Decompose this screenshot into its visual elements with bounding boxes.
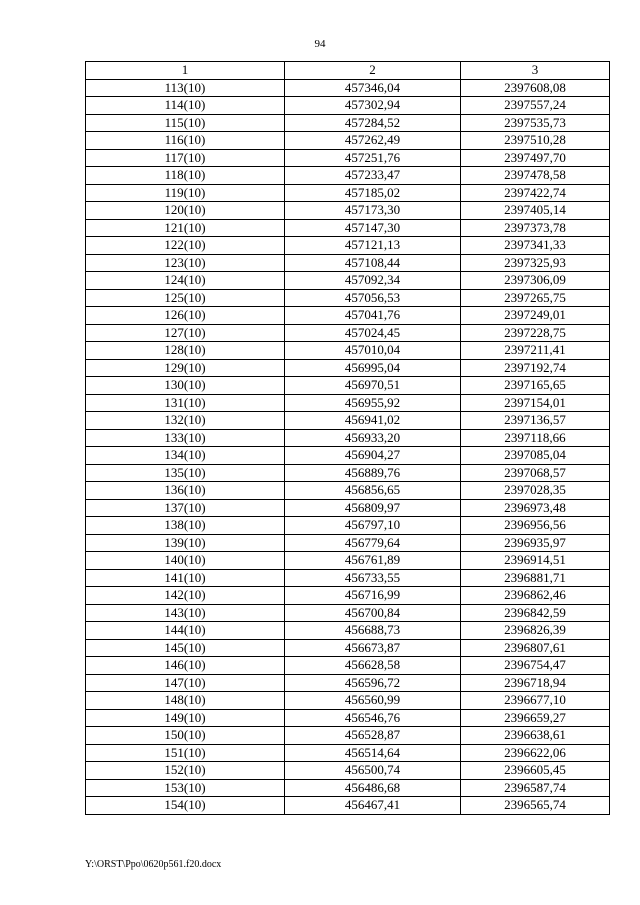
x-coordinate-cell: 456761,89 — [285, 552, 461, 570]
x-coordinate-cell: 457041,76 — [285, 307, 461, 325]
x-coordinate-cell: 457056,53 — [285, 289, 461, 307]
x-coordinate-cell: 457262,49 — [285, 132, 461, 150]
x-coordinate-cell: 456933,20 — [285, 429, 461, 447]
point-number-cell: 145(10) — [86, 639, 285, 657]
point-number-cell: 122(10) — [86, 237, 285, 255]
y-coordinate-cell: 2396862,46 — [461, 587, 610, 605]
y-coordinate-cell: 2397136,57 — [461, 412, 610, 430]
y-coordinate-cell: 2397085,04 — [461, 447, 610, 465]
point-number-cell: 139(10) — [86, 534, 285, 552]
point-number-cell: 134(10) — [86, 447, 285, 465]
point-number-cell: 123(10) — [86, 254, 285, 272]
y-coordinate-cell: 2396659,27 — [461, 709, 610, 727]
point-number-cell: 136(10) — [86, 482, 285, 500]
y-coordinate-cell: 2397422,74 — [461, 184, 610, 202]
y-coordinate-cell: 2396754,47 — [461, 657, 610, 675]
point-number-cell: 121(10) — [86, 219, 285, 237]
table-row — [86, 552, 610, 570]
x-coordinate-cell: 457233,47 — [285, 167, 461, 185]
y-coordinate-cell: 2397249,01 — [461, 307, 610, 325]
table-row — [86, 184, 610, 202]
table-row — [86, 219, 610, 237]
table-row — [86, 377, 610, 395]
y-coordinate-cell: 2397154,01 — [461, 394, 610, 412]
y-coordinate-cell: 2396622,06 — [461, 744, 610, 762]
table-row — [86, 342, 610, 360]
y-coordinate-cell: 2396718,94 — [461, 674, 610, 692]
y-coordinate-cell: 2396881,71 — [461, 569, 610, 587]
table-row — [86, 622, 610, 640]
table-row — [86, 674, 610, 692]
table-body — [86, 79, 610, 814]
table-row — [86, 394, 610, 412]
y-coordinate-cell: 2397608,08 — [461, 79, 610, 97]
column-header-3: 3 — [461, 62, 610, 80]
table-row — [86, 97, 610, 115]
point-number-cell: 153(10) — [86, 779, 285, 797]
x-coordinate-cell: 456809,97 — [285, 499, 461, 517]
table-row — [86, 324, 610, 342]
x-coordinate-cell: 457092,34 — [285, 272, 461, 290]
table-row — [86, 604, 610, 622]
x-coordinate-cell: 456700,84 — [285, 604, 461, 622]
y-coordinate-cell: 2397306,09 — [461, 272, 610, 290]
y-coordinate-cell: 2396677,10 — [461, 692, 610, 710]
table-row — [86, 534, 610, 552]
x-coordinate-cell: 457251,76 — [285, 149, 461, 167]
point-number-cell: 126(10) — [86, 307, 285, 325]
table-row — [86, 254, 610, 272]
x-coordinate-cell: 456628,58 — [285, 657, 461, 675]
y-coordinate-cell: 2397510,28 — [461, 132, 610, 150]
point-number-cell: 115(10) — [86, 114, 285, 132]
y-coordinate-cell: 2396638,61 — [461, 727, 610, 745]
y-coordinate-cell: 2397068,57 — [461, 464, 610, 482]
x-coordinate-cell: 457010,04 — [285, 342, 461, 360]
page-number: 94 — [314, 38, 326, 50]
y-coordinate-cell: 2396807,61 — [461, 639, 610, 657]
y-coordinate-cell: 2396842,59 — [461, 604, 610, 622]
table-row — [86, 307, 610, 325]
table-row — [86, 762, 610, 780]
x-coordinate-cell: 456716,99 — [285, 587, 461, 605]
table-row — [86, 202, 610, 220]
point-number-cell: 119(10) — [86, 184, 285, 202]
table-row — [86, 692, 610, 710]
point-number-cell: 149(10) — [86, 709, 285, 727]
y-coordinate-cell: 2396605,45 — [461, 762, 610, 780]
x-coordinate-cell: 456779,64 — [285, 534, 461, 552]
y-coordinate-cell: 2396956,56 — [461, 517, 610, 535]
point-number-cell: 128(10) — [86, 342, 285, 360]
y-coordinate-cell: 2397228,75 — [461, 324, 610, 342]
y-coordinate-cell: 2397405,14 — [461, 202, 610, 220]
x-coordinate-cell: 456995,04 — [285, 359, 461, 377]
table-row — [86, 429, 610, 447]
y-coordinate-cell: 2396935,97 — [461, 534, 610, 552]
x-coordinate-cell: 457121,13 — [285, 237, 461, 255]
x-coordinate-cell: 456673,87 — [285, 639, 461, 657]
x-coordinate-cell: 456889,76 — [285, 464, 461, 482]
point-number-cell: 124(10) — [86, 272, 285, 290]
table-row — [86, 727, 610, 745]
x-coordinate-cell: 457346,04 — [285, 79, 461, 97]
table-row — [86, 639, 610, 657]
point-number-cell: 138(10) — [86, 517, 285, 535]
table-row — [86, 237, 610, 255]
y-coordinate-cell: 2397165,65 — [461, 377, 610, 395]
table-row — [86, 499, 610, 517]
x-coordinate-cell: 457024,45 — [285, 324, 461, 342]
x-coordinate-cell: 456514,64 — [285, 744, 461, 762]
y-coordinate-cell: 2396565,74 — [461, 797, 610, 815]
x-coordinate-cell: 457284,52 — [285, 114, 461, 132]
x-coordinate-cell: 456688,73 — [285, 622, 461, 640]
x-coordinate-cell: 456596,72 — [285, 674, 461, 692]
x-coordinate-cell: 457185,02 — [285, 184, 461, 202]
point-number-cell: 137(10) — [86, 499, 285, 517]
point-number-cell: 125(10) — [86, 289, 285, 307]
point-number-cell: 130(10) — [86, 377, 285, 395]
x-coordinate-cell: 456467,41 — [285, 797, 461, 815]
table-row — [86, 569, 610, 587]
point-number-cell: 129(10) — [86, 359, 285, 377]
y-coordinate-cell: 2397028,35 — [461, 482, 610, 500]
table-row — [86, 797, 610, 815]
x-coordinate-cell: 456941,02 — [285, 412, 461, 430]
x-coordinate-cell: 456856,65 — [285, 482, 461, 500]
y-coordinate-cell: 2396826,39 — [461, 622, 610, 640]
y-coordinate-cell: 2397118,66 — [461, 429, 610, 447]
y-coordinate-cell: 2397478,58 — [461, 167, 610, 185]
x-coordinate-cell: 456560,99 — [285, 692, 461, 710]
table-row — [86, 167, 610, 185]
point-number-cell: 135(10) — [86, 464, 285, 482]
x-coordinate-cell: 457147,30 — [285, 219, 461, 237]
point-number-cell: 152(10) — [86, 762, 285, 780]
table-row — [86, 114, 610, 132]
x-coordinate-cell: 457173,30 — [285, 202, 461, 220]
y-coordinate-cell: 2397373,78 — [461, 219, 610, 237]
y-coordinate-cell: 2397211,41 — [461, 342, 610, 360]
table-row — [86, 779, 610, 797]
coordinates-table — [85, 61, 610, 815]
x-coordinate-cell: 457302,94 — [285, 97, 461, 115]
x-coordinate-cell: 456500,74 — [285, 762, 461, 780]
point-number-cell: 154(10) — [86, 797, 285, 815]
point-number-cell: 132(10) — [86, 412, 285, 430]
point-number-cell: 120(10) — [86, 202, 285, 220]
x-coordinate-cell: 456733,55 — [285, 569, 461, 587]
point-number-cell: 151(10) — [86, 744, 285, 762]
table-header-row — [86, 62, 610, 80]
table-row — [86, 447, 610, 465]
table-row — [86, 482, 610, 500]
column-header-2: 2 — [285, 62, 461, 80]
table-row — [86, 79, 610, 97]
point-number-cell: 141(10) — [86, 569, 285, 587]
point-number-cell: 114(10) — [86, 97, 285, 115]
point-number-cell: 117(10) — [86, 149, 285, 167]
y-coordinate-cell: 2397192,74 — [461, 359, 610, 377]
y-coordinate-cell: 2396587,74 — [461, 779, 610, 797]
x-coordinate-cell: 456904,27 — [285, 447, 461, 465]
x-coordinate-cell: 456955,92 — [285, 394, 461, 412]
table-row — [86, 657, 610, 675]
point-number-cell: 113(10) — [86, 79, 285, 97]
point-number-cell: 131(10) — [86, 394, 285, 412]
y-coordinate-cell: 2397325,93 — [461, 254, 610, 272]
y-coordinate-cell: 2397557,24 — [461, 97, 610, 115]
x-coordinate-cell: 456486,68 — [285, 779, 461, 797]
y-coordinate-cell: 2396973,48 — [461, 499, 610, 517]
point-number-cell: 142(10) — [86, 587, 285, 605]
table-row — [86, 587, 610, 605]
table-row — [86, 517, 610, 535]
point-number-cell: 118(10) — [86, 167, 285, 185]
x-coordinate-cell: 456970,51 — [285, 377, 461, 395]
point-number-cell: 140(10) — [86, 552, 285, 570]
point-number-cell: 143(10) — [86, 604, 285, 622]
point-number-cell: 133(10) — [86, 429, 285, 447]
file-path-footer: Y:\ORST\Ppo\0620p561.f20.docx — [85, 859, 222, 870]
table-row — [86, 359, 610, 377]
point-number-cell: 146(10) — [86, 657, 285, 675]
table-row — [86, 132, 610, 150]
table-row — [86, 412, 610, 430]
y-coordinate-cell: 2397497,70 — [461, 149, 610, 167]
y-coordinate-cell: 2397341,33 — [461, 237, 610, 255]
table-row — [86, 709, 610, 727]
table-row — [86, 272, 610, 290]
x-coordinate-cell: 456797,10 — [285, 517, 461, 535]
y-coordinate-cell: 2397535,73 — [461, 114, 610, 132]
x-coordinate-cell: 456528,87 — [285, 727, 461, 745]
x-coordinate-cell: 457108,44 — [285, 254, 461, 272]
table-row — [86, 149, 610, 167]
table-header — [86, 62, 610, 80]
x-coordinate-cell: 456546,76 — [285, 709, 461, 727]
point-number-cell: 127(10) — [86, 324, 285, 342]
table-row — [86, 744, 610, 762]
point-number-cell: 148(10) — [86, 692, 285, 710]
column-header-1: 1 — [86, 62, 285, 80]
point-number-cell: 147(10) — [86, 674, 285, 692]
point-number-cell: 150(10) — [86, 727, 285, 745]
point-number-cell: 144(10) — [86, 622, 285, 640]
y-coordinate-cell: 2397265,75 — [461, 289, 610, 307]
y-coordinate-cell: 2396914,51 — [461, 552, 610, 570]
table-row — [86, 289, 610, 307]
point-number-cell: 116(10) — [86, 132, 285, 150]
table-row — [86, 464, 610, 482]
